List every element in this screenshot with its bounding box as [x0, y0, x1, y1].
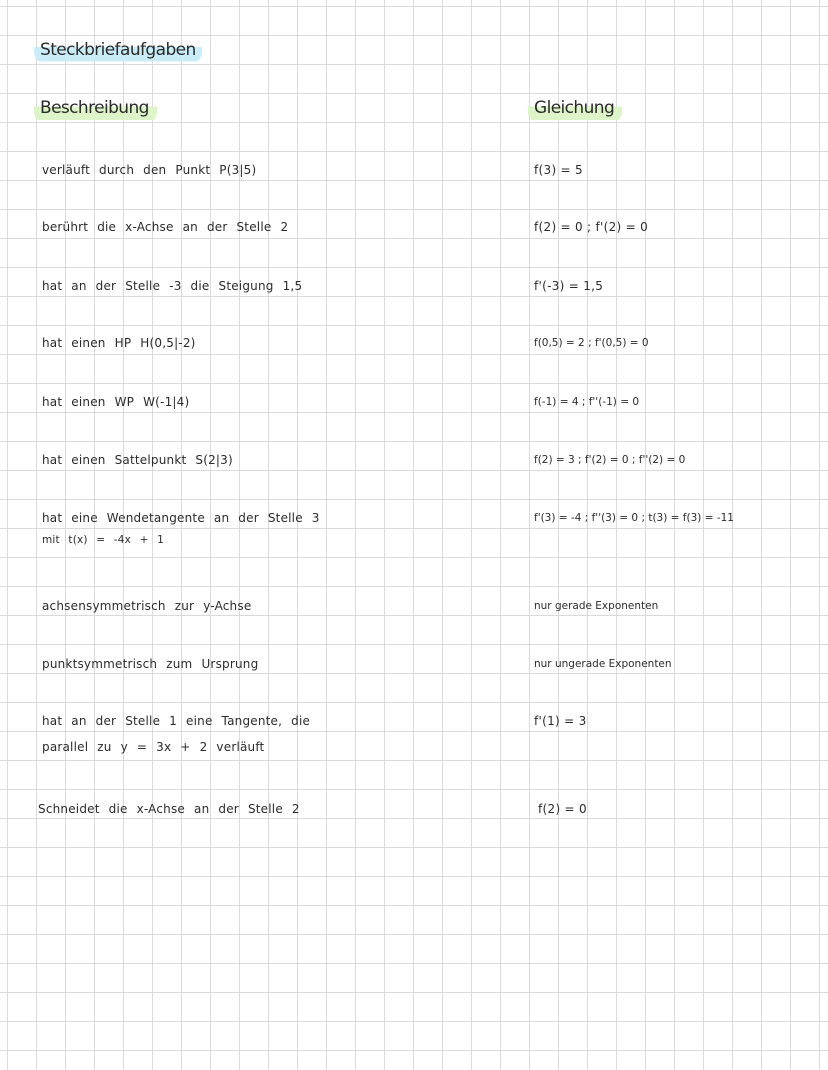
description-line: hat einen HP H(0,5|-2) — [42, 336, 196, 350]
row-equation: f(0,5) = 2 ; f'(0,5) = 0 — [534, 337, 649, 349]
row-description — [42, 593, 482, 619]
row-description — [38, 796, 478, 822]
row-description — [42, 157, 482, 183]
row-description — [42, 708, 482, 760]
row-equation: f(2) = 3 ; f'(2) = 0 ; f''(2) = 0 — [534, 454, 686, 466]
description-line: achsensymmetrisch zur y-Achse — [42, 599, 252, 613]
row-description — [42, 273, 482, 299]
column-header-equation: Gleichung — [528, 96, 622, 122]
description-line: hat eine Wendetangente an der Stelle 3 — [42, 511, 320, 525]
row-description — [42, 389, 482, 415]
row-equation: f'(3) = -4 ; f''(3) = 0 ; t(3) = f(3) = -11 — [534, 512, 734, 524]
row-equation: f(-1) = 4 ; f''(-1) = 0 — [534, 396, 640, 408]
description-line: Schneidet die x-Achse an der Stelle 2 — [38, 802, 300, 816]
description-line: parallel zu y = 3x + 2 verläuft — [42, 740, 265, 754]
row-description — [42, 447, 482, 473]
column-header-description: Beschreibung — [34, 96, 157, 122]
row-equation: f(2) = 0 — [538, 802, 587, 816]
row-description — [42, 330, 482, 356]
page-title: Steckbriefaufgaben — [34, 38, 202, 64]
row-equation: f(3) = 5 — [534, 163, 583, 177]
description-line: hat an der Stelle -3 die Steigung 1,5 — [42, 279, 303, 293]
description-line: hat an der Stelle 1 eine Tangente, die — [42, 714, 311, 728]
row-equation: f'(-3) = 1,5 — [534, 279, 604, 293]
description-line: hat einen Sattelpunkt S(2|3) — [42, 453, 233, 467]
row-equation: nur gerade Exponenten — [534, 600, 659, 612]
row-equation: nur ungerade Exponenten — [534, 658, 672, 670]
row-description — [42, 214, 482, 240]
row-description — [42, 505, 482, 549]
row-equation: f(2) = 0 ; f'(2) = 0 — [534, 220, 649, 234]
description-line: hat einen WP W(-1|4) — [42, 395, 190, 409]
row-equation: f'(1) = 3 — [534, 714, 587, 728]
description-line: berührt die x-Achse an der Stelle 2 — [42, 220, 289, 234]
description-line: mit t(x) = -4x + 1 — [42, 534, 165, 546]
description-line: verläuft durch den Punkt P(3|5) — [42, 163, 257, 177]
description-line: punktsymmetrisch zum Ursprung — [42, 657, 259, 671]
row-description — [42, 651, 482, 677]
